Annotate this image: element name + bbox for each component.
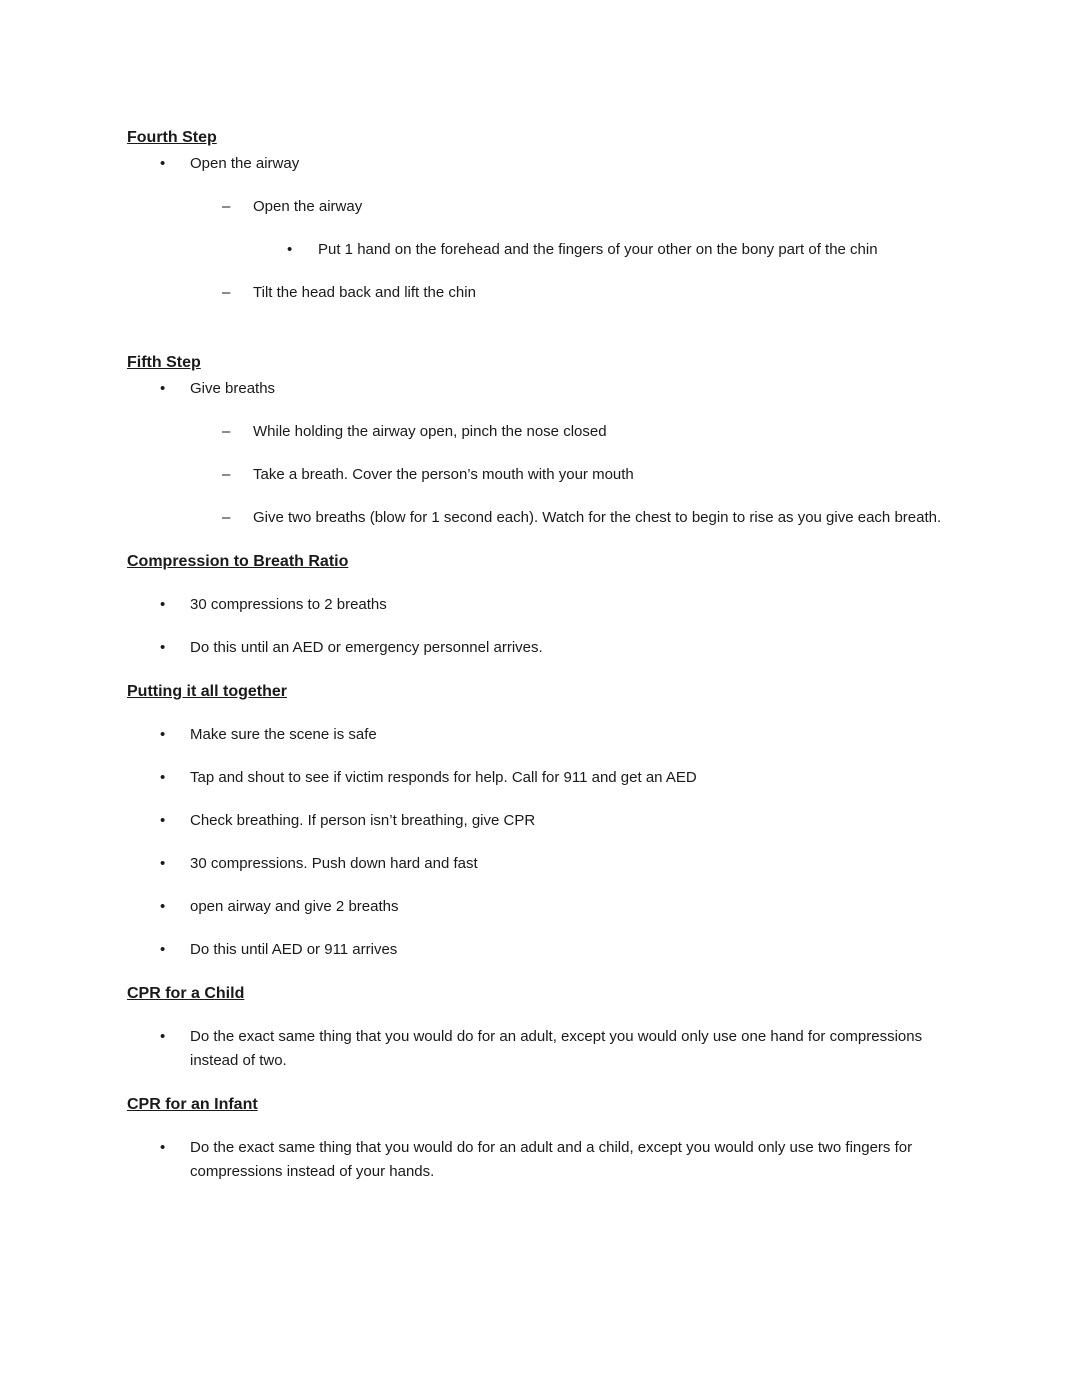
list-item-text: Open the airway: [253, 198, 363, 215]
dash-icon: –: [222, 466, 231, 483]
list-item: [127, 809, 952, 833]
list-item: [127, 852, 952, 876]
section-heading: CPR for an Infant: [127, 1096, 258, 1113]
bullet-icon: •: [160, 155, 166, 172]
list-item-text: Take a breath. Cover the person’s mouth with your mouth: [253, 466, 634, 483]
bullet-icon: •: [160, 941, 166, 958]
list-item-text: 30 compressions to 2 breaths: [190, 596, 387, 613]
list-item: [127, 281, 952, 305]
bullet-icon: •: [160, 639, 166, 656]
list-item-text: Put 1 hand on the forehead and the fingers of your other on the bony part of the chin: [318, 241, 878, 258]
section-heading: Putting it all together: [127, 683, 287, 700]
list-item: [127, 377, 952, 401]
section-heading: Fifth Step: [127, 354, 201, 371]
bullet-icon: •: [160, 596, 166, 613]
dash-icon: –: [222, 509, 231, 526]
list-item-text: Make sure the scene is safe: [190, 726, 377, 743]
list-item: [127, 195, 952, 219]
list-item-text: Give breaths: [190, 380, 276, 397]
list-item: [127, 463, 952, 487]
list-item: [127, 1025, 952, 1073]
list-item: [127, 895, 952, 919]
list-item: [127, 938, 952, 962]
list-item-text: Do this until AED or 911 arrives: [190, 941, 398, 958]
list-item-text: Tap and shout to see if victim responds for help. Call for 911 and get an AED: [190, 769, 697, 786]
section-fourth-step: [127, 126, 952, 305]
section-heading: CPR for a Child: [127, 985, 245, 1002]
section-heading: Compression to Breath Ratio: [127, 553, 349, 570]
dash-icon: –: [222, 284, 231, 301]
bullet-icon: •: [287, 241, 293, 258]
section-cpr-for-an-infant: [127, 1093, 952, 1184]
list-item-text: Check breathing. If person isn’t breathing, give CPR: [190, 812, 536, 829]
list-item: [127, 723, 952, 747]
bullet-icon: •: [160, 855, 166, 872]
list-item: [127, 238, 952, 262]
section-putting-it-all-together: [127, 680, 952, 962]
section-cpr-for-a-child: [127, 982, 952, 1073]
list-item-text: 30 compressions. Push down hard and fast: [190, 855, 478, 872]
list-item-text: Open the airway: [190, 155, 300, 172]
list-item-text: Do the exact same thing that you would do for an adult, except you would only use one hand for compressions instead of two.: [190, 1028, 923, 1069]
dash-icon: –: [222, 198, 231, 215]
dash-icon: –: [222, 423, 231, 440]
list-item: [127, 636, 952, 660]
list-item-text: Do this until an AED or emergency personnel arrives.: [190, 639, 543, 656]
list-item: [127, 1136, 952, 1184]
list-item-text: Tilt the head back and lift the chin: [253, 284, 476, 301]
list-item: [127, 420, 952, 444]
bullet-icon: •: [160, 812, 166, 829]
bullet-icon: •: [160, 380, 166, 397]
section-compression-to-breath-ratio: [127, 550, 952, 660]
list-item: [127, 506, 952, 530]
section-heading: Fourth Step: [127, 129, 217, 146]
list-item-text: Give two breaths (blow for 1 second each). Watch for the chest to begin to rise as you give each breath.: [253, 509, 942, 526]
bullet-icon: •: [160, 1028, 166, 1045]
list-item: [127, 766, 952, 790]
list-item: [127, 152, 952, 176]
section-fifth-step: [127, 351, 952, 530]
bullet-icon: •: [160, 1139, 166, 1156]
bullet-icon: •: [160, 898, 166, 915]
document-content: [127, 126, 952, 1184]
list-item-text: Do the exact same thing that you would do for an adult and a child, except you would only use two fingers for compressions instead of your hands.: [190, 1139, 913, 1180]
list-item-text: While holding the airway open, pinch the nose closed: [253, 423, 607, 440]
bullet-icon: •: [160, 726, 166, 743]
bullet-icon: •: [160, 769, 166, 786]
list-item-text: open airway and give 2 breaths: [190, 898, 399, 915]
list-item: [127, 593, 952, 617]
